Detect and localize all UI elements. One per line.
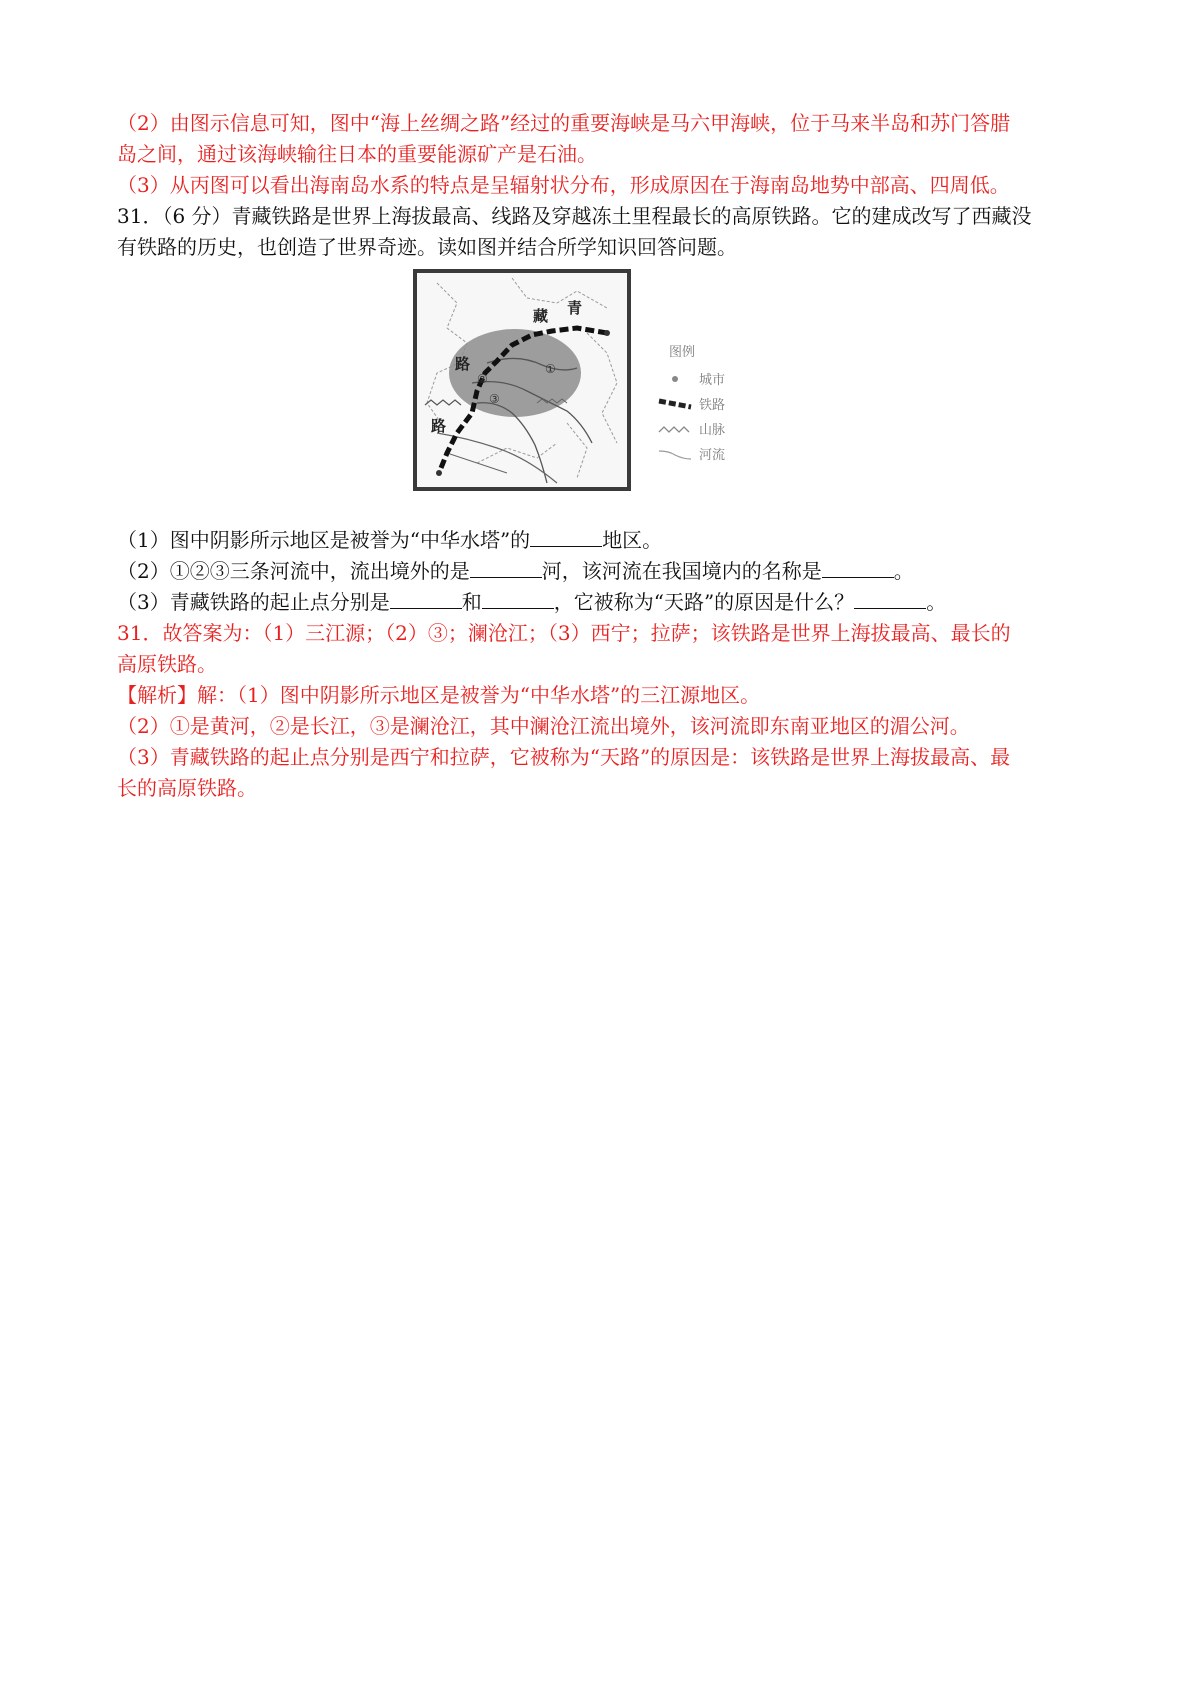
river-icon — [655, 446, 695, 462]
q1-text-after: 地区。 — [602, 528, 663, 552]
analysis-text-1: 解：（1）图中阴影所示地区是被誉为“中华水塔”的三江源地区。 — [197, 683, 761, 707]
analysis-tag: 【解析】 — [117, 683, 197, 707]
legend-label-city: 城市 — [699, 373, 726, 388]
answer-blank[interactable] — [482, 590, 554, 609]
qinghai-tibet-map — [413, 269, 631, 491]
city-dot — [604, 330, 610, 336]
legend-title: 图例 — [669, 345, 696, 360]
analysis-line1 — [117, 680, 1089, 711]
answer-blank[interactable] — [470, 559, 542, 578]
document-page — [117, 108, 1089, 804]
answer-blank[interactable] — [854, 590, 926, 609]
q3-text-before: （3）青藏铁路的起止点分别是 — [117, 590, 390, 614]
prev-answer-2-line2: 岛之间，通过该海峡输往日本的重要能源矿产是石油。 — [117, 142, 597, 166]
q2-text-before: （2）①②③三条河流中，流出境外的是 — [117, 559, 470, 583]
q3-text-after: 。 — [926, 590, 947, 614]
prev-answer-3-line1: （3）从丙图可以看出海南岛水系的特点是呈辐射状分布，形成原因在于海南岛地势中部高、四周低。 — [117, 173, 1010, 197]
map-label-river-1: ① — [545, 362, 556, 376]
city-dot — [436, 470, 442, 476]
q3-text-middle2: ，它被称为“天路”的原因是什么？ — [553, 590, 855, 614]
question-31-intro-line1: 31．（6 分）青藏铁路是世界上海拔最高、线路及穿越冻土里程最长的高原铁路。它的建成改写了西藏没 — [117, 204, 1032, 228]
answer-line2: 高原铁路。 — [117, 652, 217, 676]
mountain-icon — [655, 421, 695, 437]
map-label-qing: 青 — [567, 299, 583, 317]
city-icon — [655, 371, 695, 387]
analysis-line4: 长的高原铁路。 — [117, 776, 257, 800]
answer-line1: 31．故答案为：（1）三江源；（2）③；澜沧江；（3）西宁；拉萨；该铁路是世界上海拔最高、最长的 — [117, 621, 1011, 645]
question-31-part3 — [117, 587, 1089, 618]
map-figure — [117, 269, 1089, 513]
q2-text-middle: 河，该河流在我国境内的名称是 — [541, 559, 822, 583]
question-31-part2 — [117, 556, 1089, 587]
q1-text-before: （1）图中阴影所示地区是被誉为“中华水塔”的 — [117, 528, 531, 552]
question-31-intro-line2: 有铁路的历史，也创造了世界奇迹。读如图并结合所学知识回答问题。 — [117, 235, 737, 259]
map-label-lu-bottom: 路 — [431, 417, 447, 435]
map-graphic — [417, 273, 627, 487]
map-label-river-3: ③ — [489, 392, 500, 406]
answer-blank[interactable] — [530, 528, 602, 547]
answer-blank[interactable] — [822, 559, 894, 578]
answer-blank[interactable] — [390, 590, 462, 609]
legend-label-mountain: 山脉 — [699, 423, 726, 438]
analysis-line2: （2）①是黄河，②是长江，③是澜沧江，其中澜沧江流出境外，该河流即东南亚地区的湄公河。 — [117, 714, 970, 738]
legend-label-railway: 铁路 — [699, 398, 726, 413]
legend-row-city — [655, 366, 745, 391]
map-label-zang: 藏 — [533, 307, 549, 325]
legend-label-river: 河流 — [699, 448, 726, 463]
legend-row-mountain — [655, 416, 745, 441]
map-label-river-2: ② — [477, 372, 488, 386]
map-label-lu-top: 路 — [455, 355, 471, 373]
railway-icon — [655, 396, 695, 412]
q2-text-after: 。 — [893, 559, 914, 583]
q3-text-middle1: 和 — [461, 590, 482, 614]
map-legend — [655, 341, 745, 466]
prev-answer-2-line1: （2）由图示信息可知，图中“海上丝绸之路”经过的重要海峡是马六甲海峡，位于马来半岛和苏门答腊 — [117, 111, 1011, 135]
legend-row-railway — [655, 391, 745, 416]
analysis-line3: （3）青藏铁路的起止点分别是西宁和拉萨，它被称为“天路”的原因是：该铁路是世界上海拔最高、最 — [117, 745, 1011, 769]
question-31-part1 — [117, 525, 1089, 556]
legend-row-river — [655, 441, 745, 466]
